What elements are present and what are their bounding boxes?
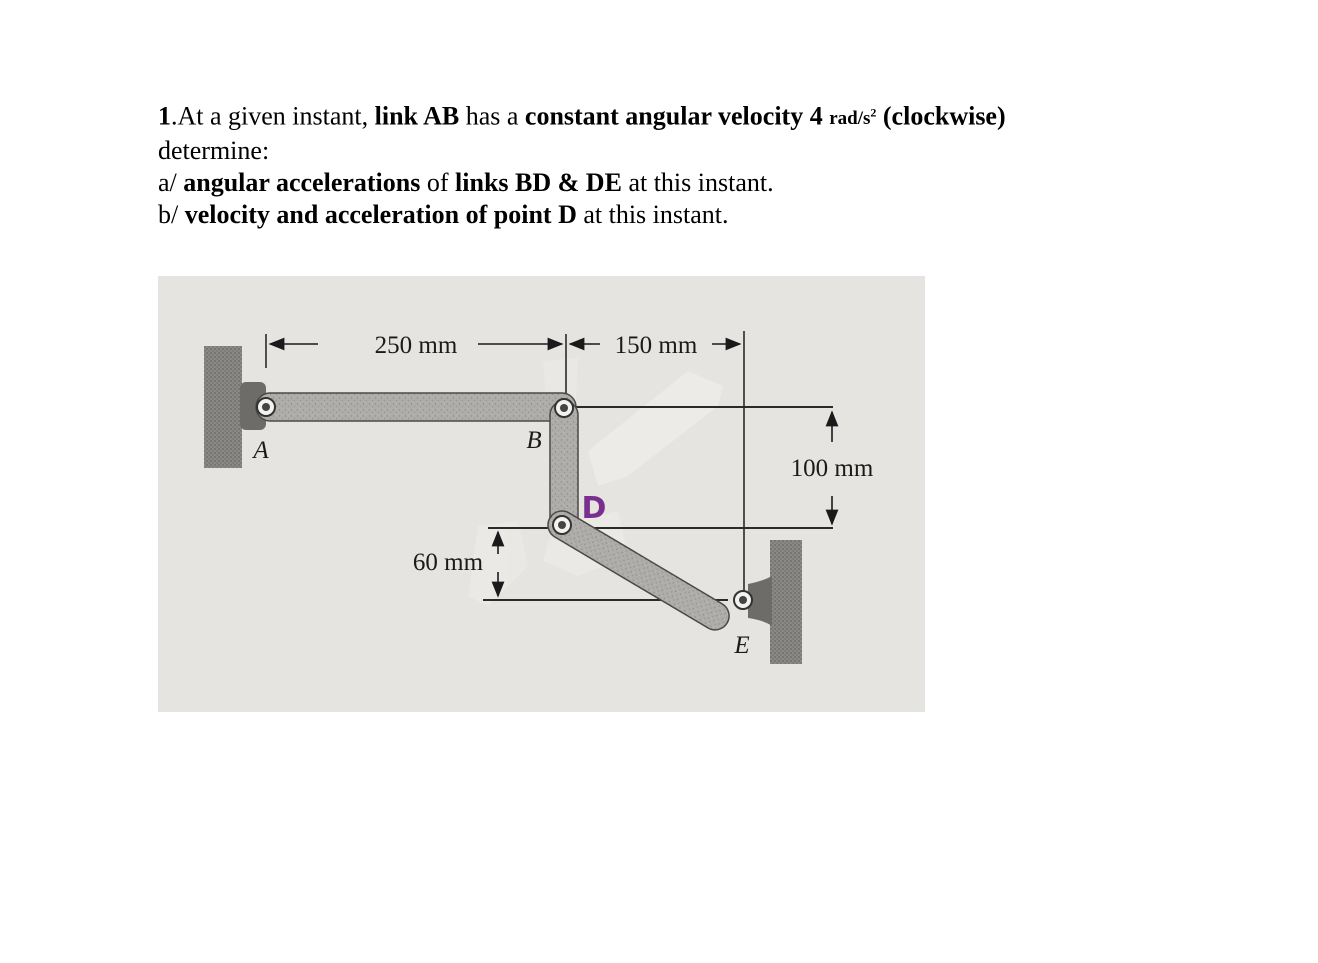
angular-accelerations-term: angular accelerations (183, 168, 421, 198)
dimension-250mm: 250 mm (374, 332, 458, 359)
problem-statement (158, 97, 1158, 231)
dimension-100mm: 100 mm (790, 455, 874, 482)
angular-velocity-term: constant angular velocity 4 (524, 101, 830, 131)
left-wall-support (204, 346, 242, 468)
label-d-handwritten: D (581, 491, 607, 526)
dimension-60mm: 60 mm (412, 549, 484, 576)
problem-number: 1 (158, 101, 171, 131)
unit-exponent: 2 (870, 106, 877, 120)
dimension-150mm: 150 mm (614, 332, 698, 359)
part-b-label: b/ (158, 200, 185, 230)
label-b: B (526, 427, 542, 454)
problem-text: has a (459, 101, 525, 131)
velocity-acceleration-term: velocity and acceleration of point D (184, 200, 577, 230)
mechanism-figure (158, 276, 925, 712)
problem-text: .At a given instant, (171, 101, 375, 131)
problem-text: at this instant. (621, 168, 774, 198)
problem-text: of (420, 168, 456, 198)
link-ab-term: link AB (374, 101, 460, 131)
unit-text: rad/s (829, 108, 871, 130)
problem-line-1 (158, 97, 1158, 135)
part-a-label: a/ (158, 168, 184, 198)
pin-a (257, 398, 275, 416)
unit-rad-s2 (829, 108, 876, 129)
problem-line-3 (158, 167, 1158, 199)
direction-term: (clockwise) (876, 101, 1006, 131)
label-e: E (734, 632, 750, 659)
problem-text: at this instant. (576, 200, 729, 230)
problem-line-4 (158, 199, 1158, 231)
pin-e (734, 591, 752, 609)
link-ab (256, 393, 576, 421)
label-a: A (253, 437, 269, 464)
links-bd-de-term: links BD & DE (455, 168, 622, 198)
pin-b (555, 399, 573, 417)
problem-line-2: determine: (158, 136, 270, 166)
right-wall-support (770, 540, 802, 664)
pin-d (553, 516, 571, 534)
mechanism-diagram (158, 276, 925, 712)
